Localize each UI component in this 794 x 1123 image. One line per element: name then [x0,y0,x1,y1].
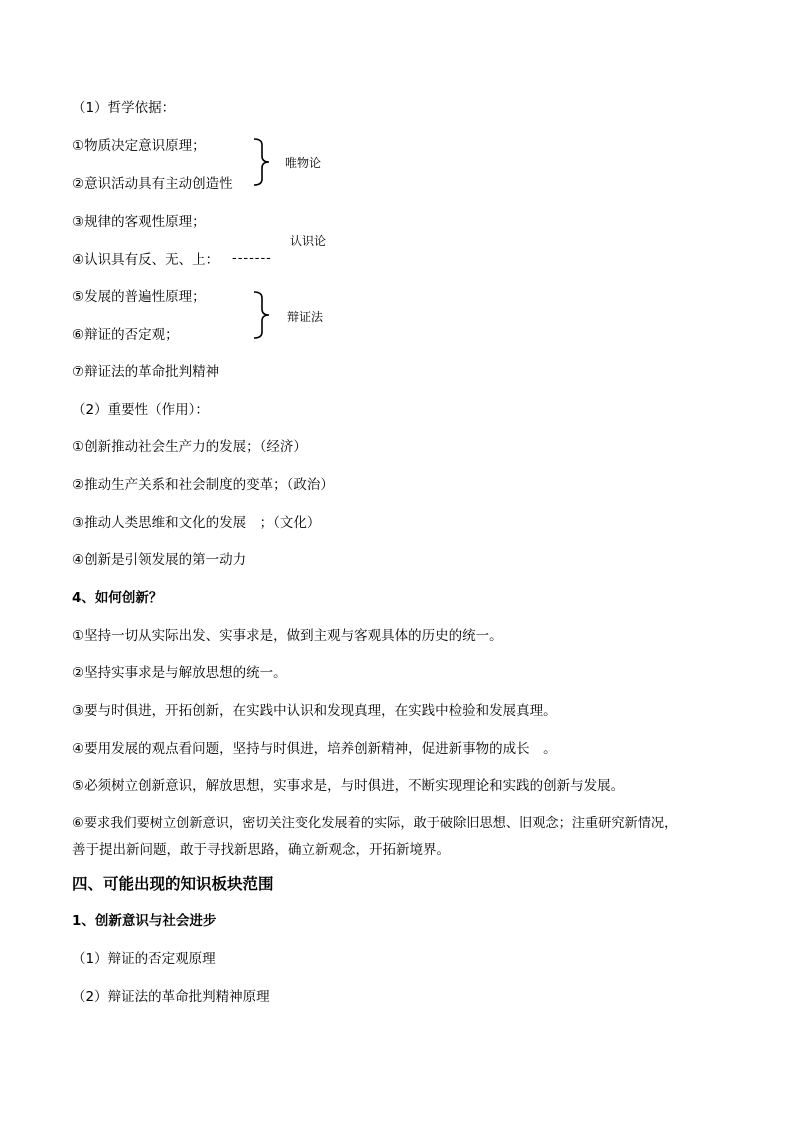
section-4-item-2: （2）辩证法的革命批判精神原理 [72,989,270,1005]
brace-materialism [252,137,274,187]
basis-item-2: ②意识活动具有主动创造性 [72,176,233,192]
basis-item-6: ⑥辩证的否定观； [72,327,179,343]
dashed-connector: ------- [232,251,272,266]
how-item-3: ③要与时俱进，开拓创新，在实践中认识和发现真理，在实践中检验和发展真理。 [72,703,557,719]
how-item-4: ④要用发展的观点看问题，坚持与时俱进，培养创新精神，促进新事物的成长 。 [72,741,557,757]
basis-item-3: ③规律的客观性原理； [72,214,206,230]
importance-item-2: ②推动生产关系和社会制度的变革；（政治） [72,477,334,493]
note-materialism: 唯物论 [285,156,322,170]
note-dialectics: 辩证法 [287,310,324,324]
how-item-6-line-1: ⑥要求我们要树立创新意识，密切关注变化发展着的实际，敢于破除旧思想、旧观念；注重研究新情况， [72,816,678,831]
section-4-sub-1: 1、创新意识与社会进步 [72,913,217,929]
importance-item-3: ③推动人类思维和文化的发展 ；（文化） [72,515,321,531]
basis-item-7: ⑦辩证法的革命批判精神 [72,364,220,380]
how-heading: 4、如何创新？ [72,590,163,606]
brace-dialectics [252,290,274,340]
how-item-2: ②坚持实事求是与解放思想的统一。 [72,665,287,681]
importance-heading: （2）重要性（作用）： [72,402,209,418]
basis-item-5: ⑤发展的普遍性原理； [72,289,206,305]
how-item-6-line-2: 善于提出新问题，敢于寻找新思路，确立新观念，开拓新境界。 [72,842,450,858]
importance-item-1: ①创新推动社会生产力的发展；（经济） [72,439,307,455]
how-item-1: ①坚持一切从实际出发、实事求是，做到主观与客观具体的历史的统一。 [72,628,503,644]
section-4-heading: 四、可能出现的知识板块范围 [72,875,274,893]
section-4-item-1: （1）辩证的否定观原理 [72,951,216,967]
how-item-5: ⑤必须树立创新意识，解放思想，实事求是，与时俱进，不断实现理论和实践的创新与发展。 [72,778,625,794]
basis-heading: （1）哲学依据： [72,100,176,116]
note-epistemology: 认识论 [290,234,327,248]
importance-item-4: ④创新是引领发展的第一动力 [72,552,247,568]
basis-item-1: ①物质决定意识原理； [72,138,206,154]
basis-item-4: ④认识具有反、无、上： [72,252,220,268]
